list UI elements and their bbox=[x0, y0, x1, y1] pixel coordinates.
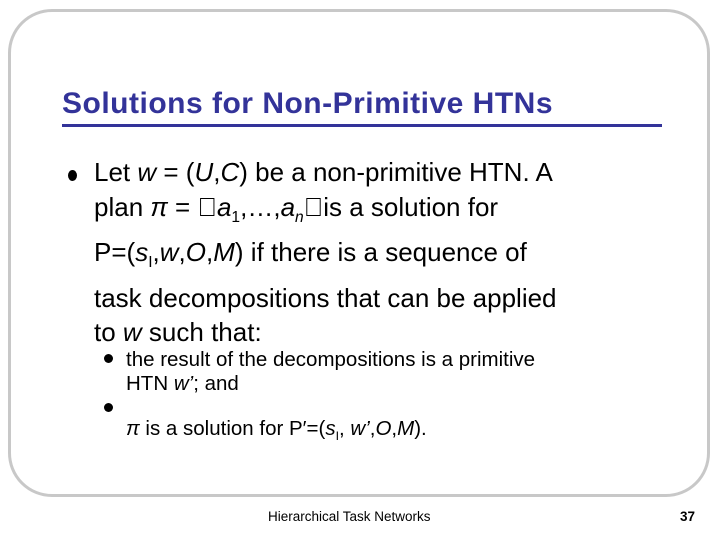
sub-bullet-1-line-1: the result of the decompositions is a primitive bbox=[126, 348, 536, 371]
sub-bullet-icon bbox=[104, 403, 113, 412]
bullet-line-3: $P=(s_I,w,O,M)$ if there is a sequence of bbox=[94, 237, 527, 272]
bullet-line-1: Let w = (U,C) be a non-primitive HTN. A bbox=[94, 157, 553, 187]
bullet-line-2: plan $\pi =  a_1,\dots,a_n is$ a solution for bbox=[94, 191, 499, 226]
sub-bullet-2: π is a solution for $P'=(s_I$, w’,O,M). bbox=[126, 417, 427, 444]
page-number: 37 bbox=[680, 509, 696, 524]
bullet-icon bbox=[68, 170, 77, 181]
sub-bullet-1-line-2: HTN w’; and bbox=[126, 372, 239, 395]
title-underline bbox=[62, 124, 662, 127]
sub-bullet-icon bbox=[104, 354, 113, 363]
bullet-line-5: to w such that: bbox=[94, 317, 262, 348]
sub-bullet-1 bbox=[126, 348, 686, 396]
slide-title: Solutions for Non-Primitive HTNs bbox=[62, 87, 554, 120]
slide-footer: Hierarchical Task Networks bbox=[268, 509, 431, 524]
main-bullet-text bbox=[94, 155, 664, 350]
bullet-line-4: task decompositions that can be applied bbox=[94, 282, 557, 313]
